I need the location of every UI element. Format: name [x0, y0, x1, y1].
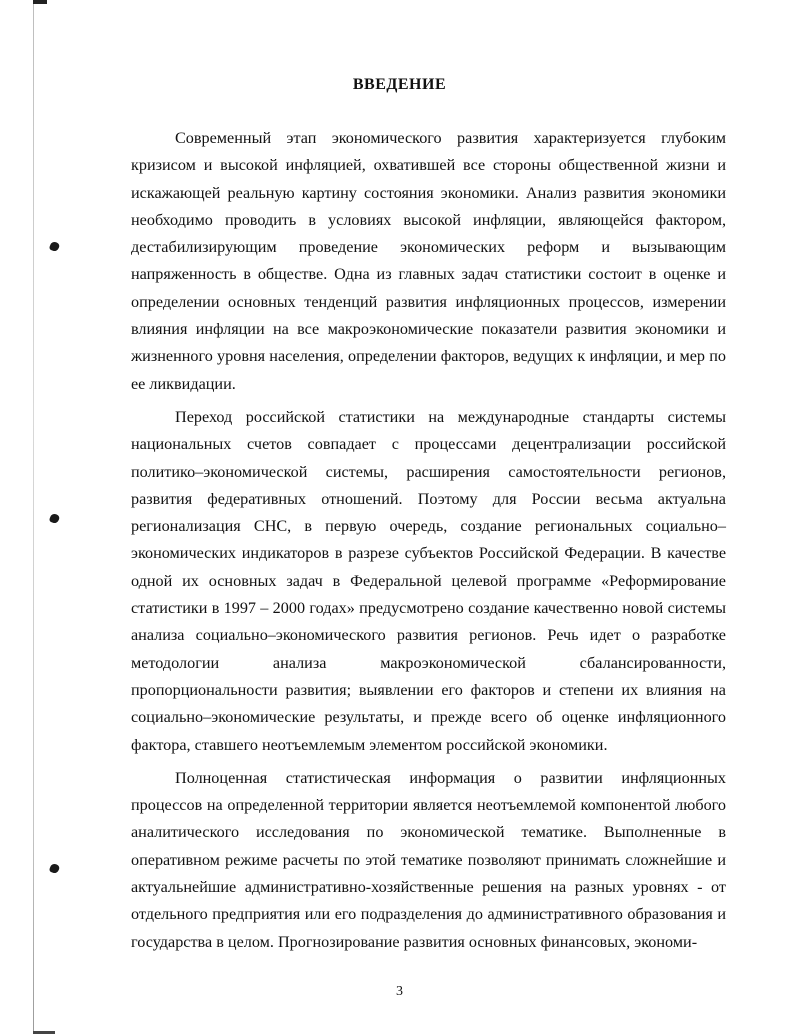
- page-number: 3: [396, 984, 403, 999]
- paragraph: Современный этап экономического развития характеризуется глубоким кризисом и высокой инфляцией, охватившей все стороны общественной жизни и искажающей реальную картину состояния экономики. Анализ развития экономики необходимо проводить в условиях высокой инфляции, являющейся фактором, дестабилизирующим проведение экономических реформ и вызывающим напряженность в обществе. Одна из главных задач статистики состоит в оценке и определении основных тенденций развития инфляционных процессов, измерении влияния инфляции на все макроэкономические показатели развития экономики и жизненного уровня населения, определении факторов, ведущих к инфляции, и мер по ее ликвидации.: [131, 129, 726, 393]
- punch-hole-mark: [49, 863, 61, 875]
- paragraph: Полноценная статистическая информация о развитии инфляционных процессов на определенной территории является неотъемлемой компонентой любого аналитического исследования по экономической тематике. Выполненные в оперативном режиме расчеты по этой тематике позволяют принимать сложнейшие и актуальнейшие административно-хозяйственные решения на разных уровнях - от отдельного предприятия или его подразделения до административного образования и государства в целом. Прогнозирование развития основных финансовых, экономи-: [131, 768, 726, 951]
- body-text: [131, 125, 726, 956]
- punch-hole-mark: [49, 513, 61, 525]
- punch-hole-mark: [49, 241, 61, 253]
- paragraph: Переход российской статистики на международные стандарты системы национальных счетов совпадает с процессами децентрализации российской политико–экономической системы, расширения самостоятельности регионов, развития федеративных отношений. Поэтому для России весьма актуальна регионализация СНС, в первую очередь, создание региональных социально–экономических индикаторов в разрезе субъектов Российской Федерации. В качестве одной их основных задач в Федеральной целевой программе «Реформирование статистики в 1997 – 2000 годах» предусмотрено создание качественно новой системы анализа социально–экономического развития регионов. Речь идет о разработке методологии анализа макроэкономической сбалансированности, пропорциональности развития; выявлении его факторов и степени их влияния на социально–экономические результаты, и прежде всего об оценке инфляционного фактора, ставшего неотъемлемым элементом российской экономики.: [131, 407, 726, 754]
- scan-corner-mark: [33, 0, 47, 4]
- binding-edge: [33, 0, 34, 1034]
- page-title: ВВЕДЕНИЕ: [352, 76, 447, 93]
